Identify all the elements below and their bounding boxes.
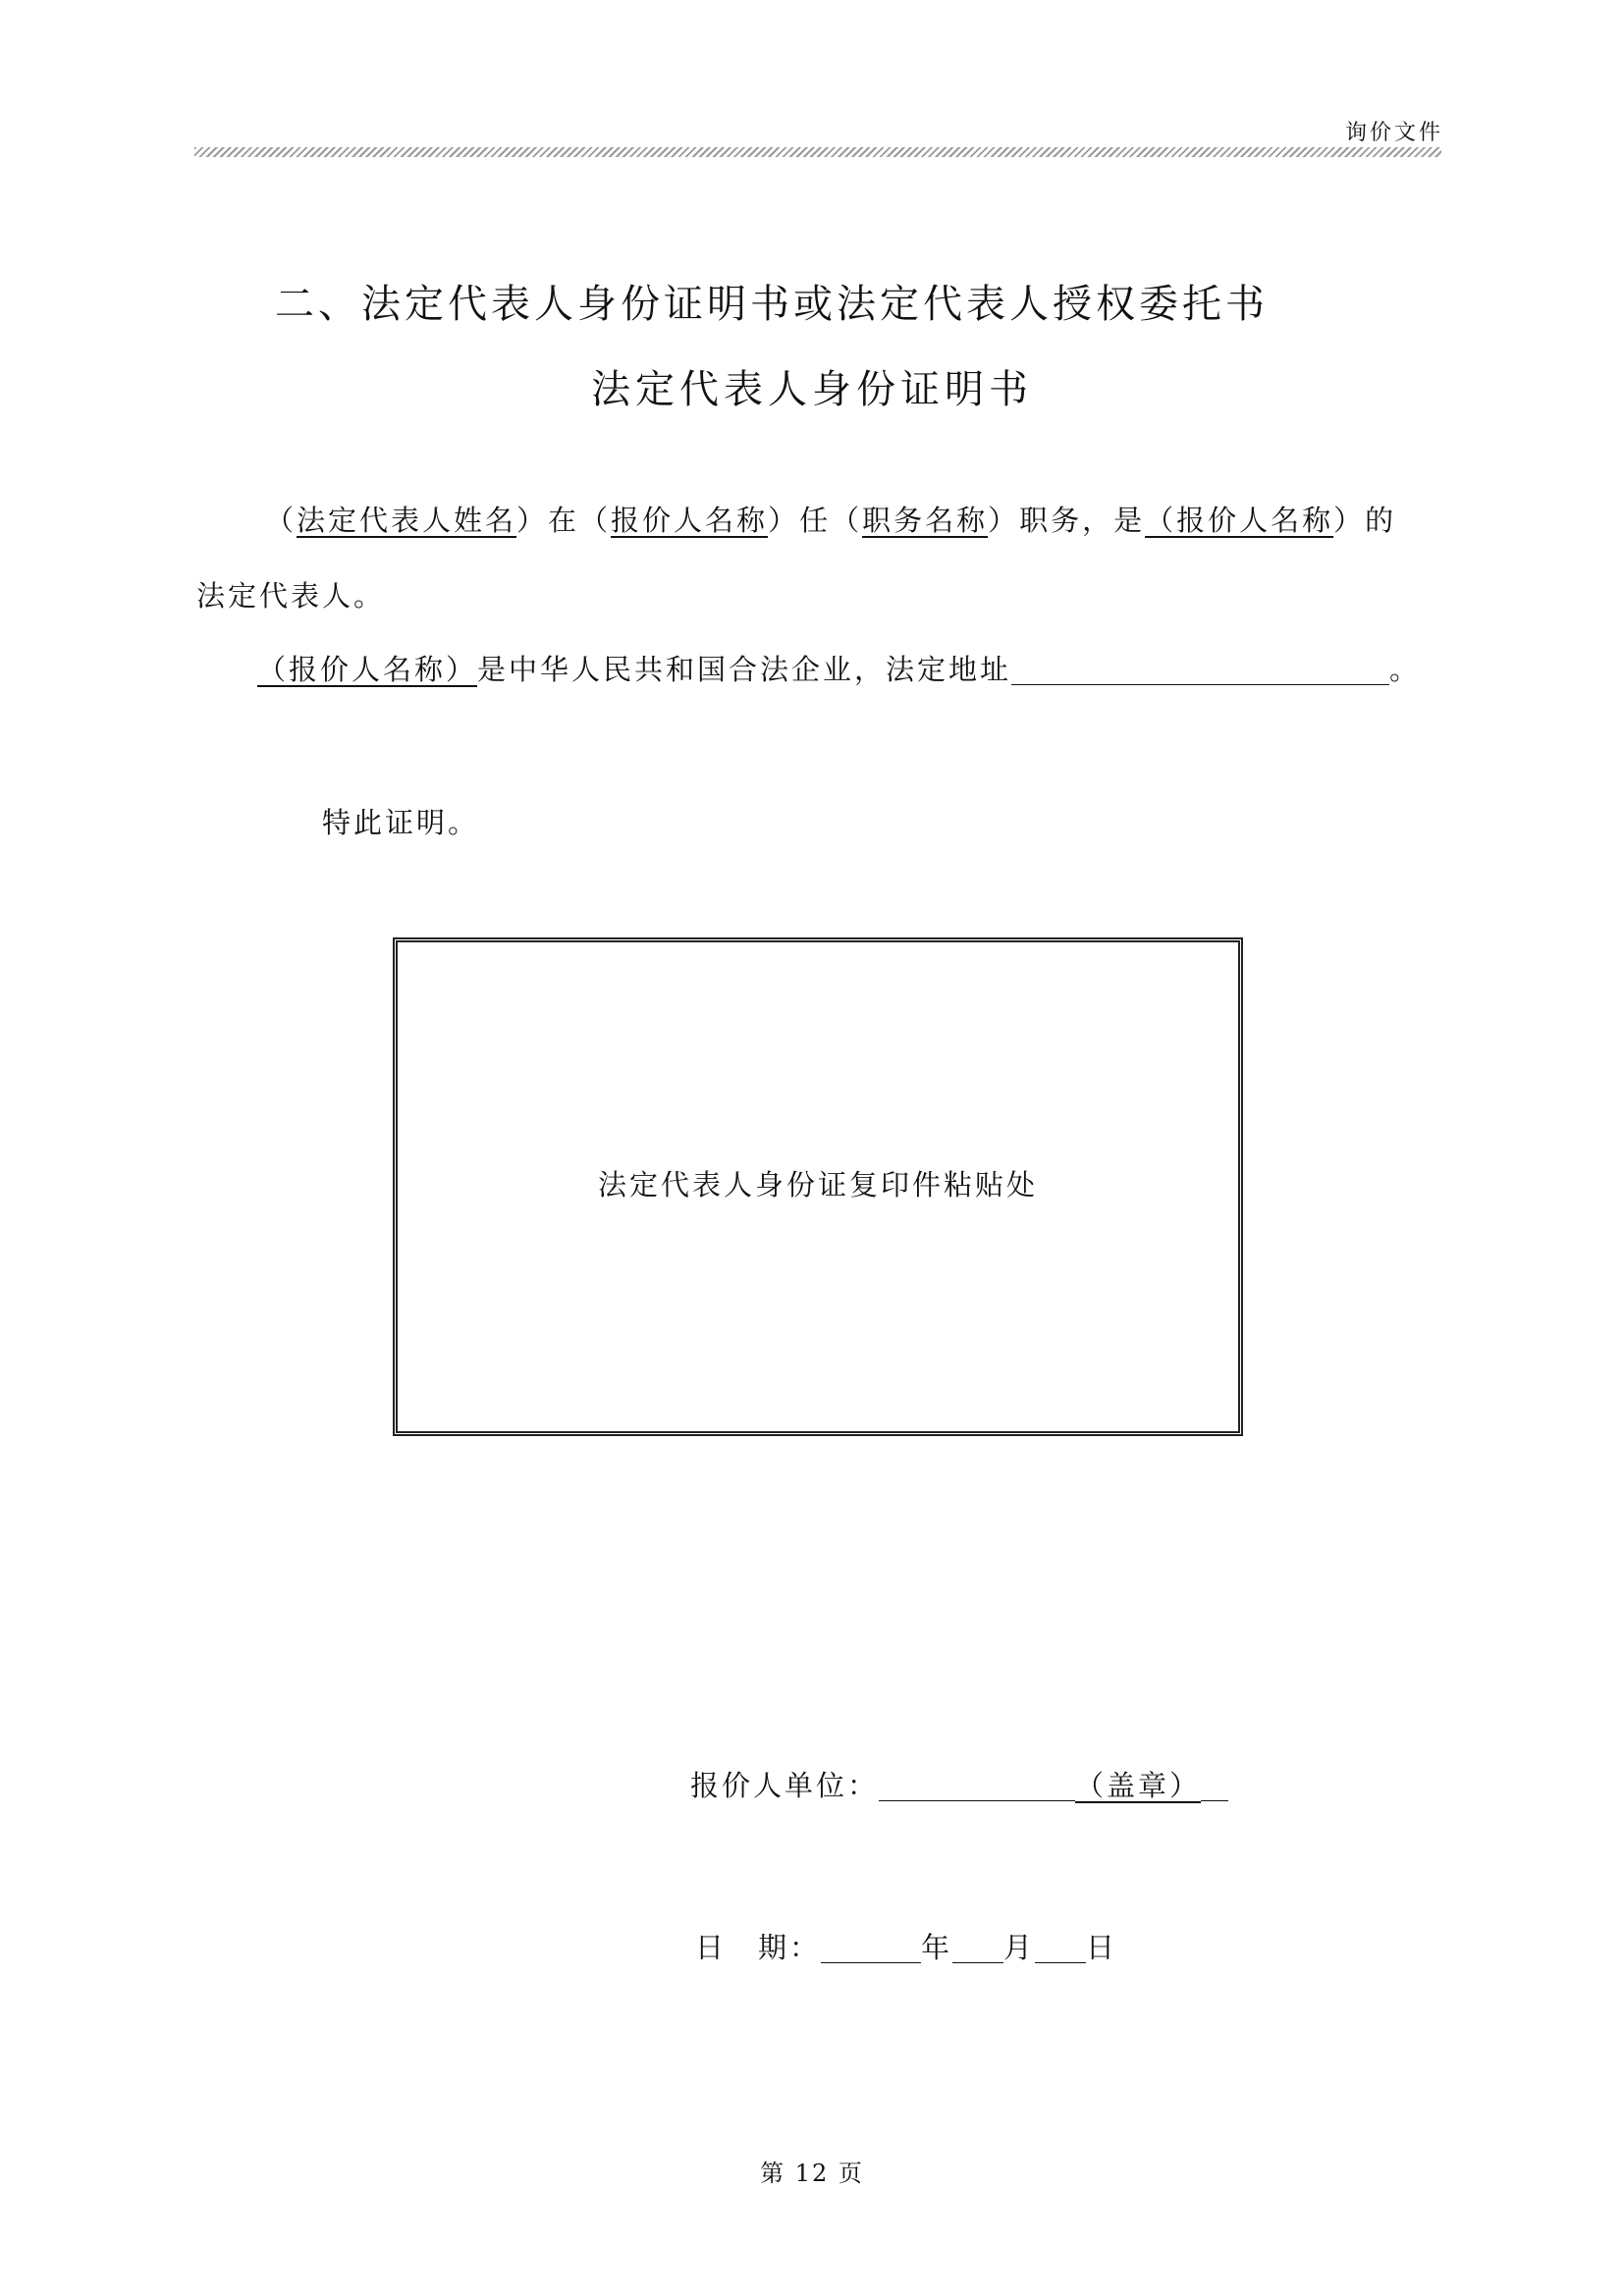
id-copy-label: 法定代表人身份证复印件粘贴处 bbox=[597, 1168, 1038, 1201]
position-placeholder: 职务名称 bbox=[862, 504, 989, 537]
bidder-name-placeholder-1: 报价人名称 bbox=[611, 504, 769, 537]
section-title: 二、法定代表人身份证明书或法定代表人授权委托书 bbox=[275, 282, 1269, 327]
paragraph-2 bbox=[257, 648, 1421, 688]
paragraph-2-end: 。 bbox=[1389, 653, 1422, 686]
year-blank bbox=[821, 1934, 921, 1963]
text-position: ）职务，是 bbox=[988, 504, 1146, 537]
date-label: 日 期： bbox=[695, 1931, 822, 1964]
bidder-unit-label: 报价人单位： bbox=[690, 1769, 880, 1802]
bidder-unit-blank bbox=[879, 1772, 1075, 1801]
header-divider bbox=[194, 147, 1441, 157]
date-line bbox=[695, 1926, 1117, 1966]
rep-name-placeholder: 法定代表人姓名 bbox=[297, 504, 517, 537]
day-blank bbox=[1035, 1934, 1086, 1963]
seal-label: （盖章） bbox=[1075, 1769, 1202, 1802]
bidder-name-placeholder-2: （报价人名称 bbox=[1145, 504, 1334, 537]
certify-text: 特此证明。 bbox=[322, 806, 480, 839]
id-copy-paste-box bbox=[393, 937, 1243, 1436]
address-blank bbox=[1011, 656, 1389, 685]
bidder-name-placeholder-3: （报价人名称） bbox=[257, 653, 478, 686]
paragraph-1-line-2: 法定代表人。 bbox=[196, 579, 386, 613]
document-title: 法定代表人身份证明书 bbox=[591, 367, 1033, 412]
paragraph-2-text: 是中华人民共和国合法企业，法定地址 bbox=[477, 653, 1012, 686]
seal-trailing-blank bbox=[1201, 1772, 1228, 1801]
text-zai: ）在（ bbox=[516, 504, 612, 537]
open-paren: （ bbox=[265, 504, 298, 537]
text-de: ）的 bbox=[1333, 504, 1397, 537]
month-label: 月 bbox=[1003, 1931, 1036, 1964]
bidder-unit-line bbox=[690, 1764, 1228, 1804]
paragraph-1-line-1 bbox=[265, 499, 1396, 539]
day-label: 日 bbox=[1086, 1931, 1118, 1964]
text-ren: ）任（ bbox=[768, 504, 863, 537]
page-number: 第 12 页 bbox=[760, 2160, 864, 2187]
year-label: 年 bbox=[921, 1931, 953, 1964]
month-blank bbox=[952, 1934, 1003, 1963]
header-title: 询价文件 bbox=[1345, 121, 1444, 145]
